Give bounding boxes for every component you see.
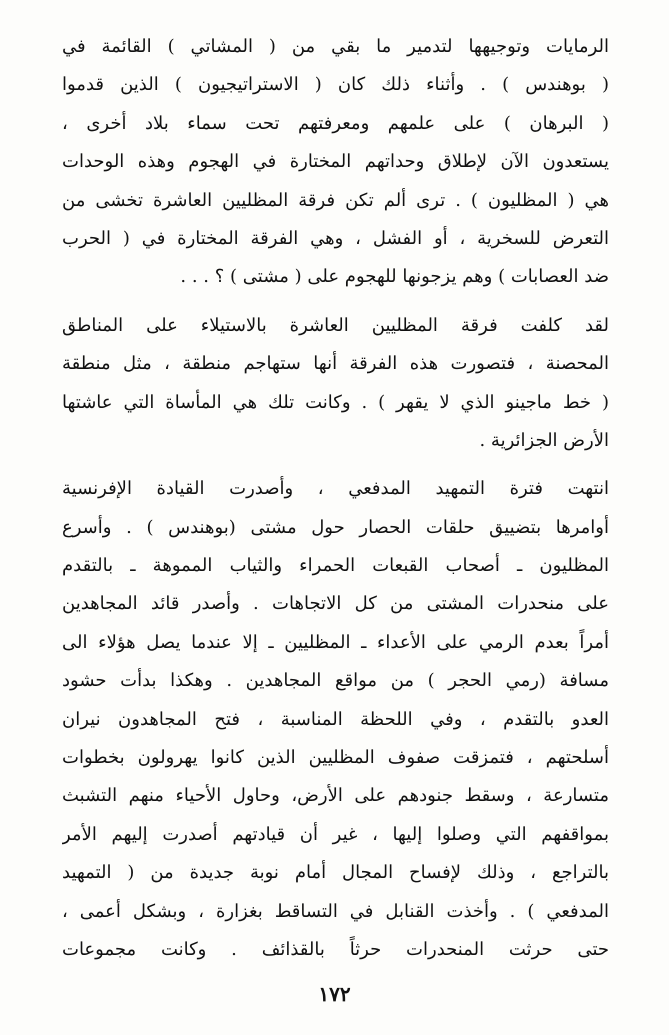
- text-line: انتهت فترة التمهيد المدفعي ، وأصدرت القيادة الإفرنسية: [62, 478, 609, 500]
- text-line: ( خط ماجينو الذي لا يقهر ) . وكانت تلك هي المأساة التي عاشتها: [62, 391, 609, 413]
- text-line: أمراً بعدم الرمي على الأعداء ـ المظليين ـ إلا عندما يصل هؤلاء الى: [62, 631, 609, 653]
- paragraph-gap: [62, 297, 609, 307]
- paragraph-gap: [62, 460, 609, 470]
- text-line: بالتراجع ، وذلك لإفساح المجال أمام نوبة جديدة من ( التمهيد: [62, 862, 609, 884]
- text-line: ( بوهندس ) . وأثناء ذلك كان ( الاستراتيجيون ) الذين قدموا: [62, 74, 609, 96]
- text-line: العدو بالتقدم ، وفي اللحظة المناسبة ، فتح المجاهدون نيران: [62, 708, 609, 730]
- text-line: الرمايات وتوجيهها لتدمير ما بقي من ( المشاتي ) القائمة في: [62, 36, 609, 57]
- text-line: ( البرهان ) على علمهم ومعرفتهم تحت سماء بلاد أخرى ،: [62, 112, 609, 134]
- text-line: بمواقفهم التي وصلوا إليها ، غير أن قيادتهم أصدرت إليهم الأمر: [62, 823, 609, 845]
- page-number: ١٧٢: [318, 982, 351, 1006]
- body-text: [62, 28, 609, 969]
- text-line: هي ( المظليون ) . ترى ألم تكن فرقة المظليين العاشرة تخشى من: [62, 189, 609, 211]
- text-line: الأرض الجزائرية .: [479, 429, 609, 451]
- text-line: على منحدرات المشتى من كل الاتجاهات . وأصدر قائد المجاهدين: [62, 593, 609, 615]
- text-line: حتى حرثت المنحدرات حرثاً بالقذائف . وكانت مجموعات: [62, 938, 609, 960]
- text-line: متسارعة ، وسقط جنودهم على الأرض، وحاول الأحياء منهم التشبث: [62, 785, 609, 807]
- text-line: أسلحتهم ، فتمزقت صفوف المظليين الذين كانوا يهرولون بخطوات: [62, 747, 609, 769]
- text-line: لقد كلفت فرقة المظليين العاشرة بالاستيلاء على المناطق: [62, 314, 609, 336]
- text-line: التعرض للسخرية ، أو الفشل ، وهي الفرقة المختارة في ( الحرب: [62, 227, 609, 249]
- paragraph-1: [62, 28, 609, 297]
- text-line: المظليون ـ أصحاب القبعات الحمراء والثياب المموهة ـ بالتقدم: [62, 555, 609, 577]
- text-line: المدفعي ) . وأخذت القنابل في التساقط بغزارة ، وبشكل أعمى ،: [62, 900, 609, 922]
- text-line: مسافة (رمي الحجر ) من مواقع المجاهدين . وهكذا بدأت حشود: [62, 670, 609, 692]
- paragraph-2: [62, 307, 609, 461]
- text-line: ضد العصابات ) وهم يزجونها للهجوم على ( مشتى ) ؟ . . .: [180, 266, 609, 288]
- text-line: يستعدون الآن لإطلاق وحداتهم المختارة في الهجوم وهذه الوحدات: [62, 151, 609, 173]
- text-line: المحصنة ، فتصورت هذه الفرقة أنها ستهاجم منطقة ، مثل منطقة: [62, 353, 609, 375]
- text-line: أوامرها بتضييق حلقات الحصار حول مشتى (بوهندس ) . وأسرع: [62, 516, 609, 538]
- paragraph-3: [62, 470, 609, 969]
